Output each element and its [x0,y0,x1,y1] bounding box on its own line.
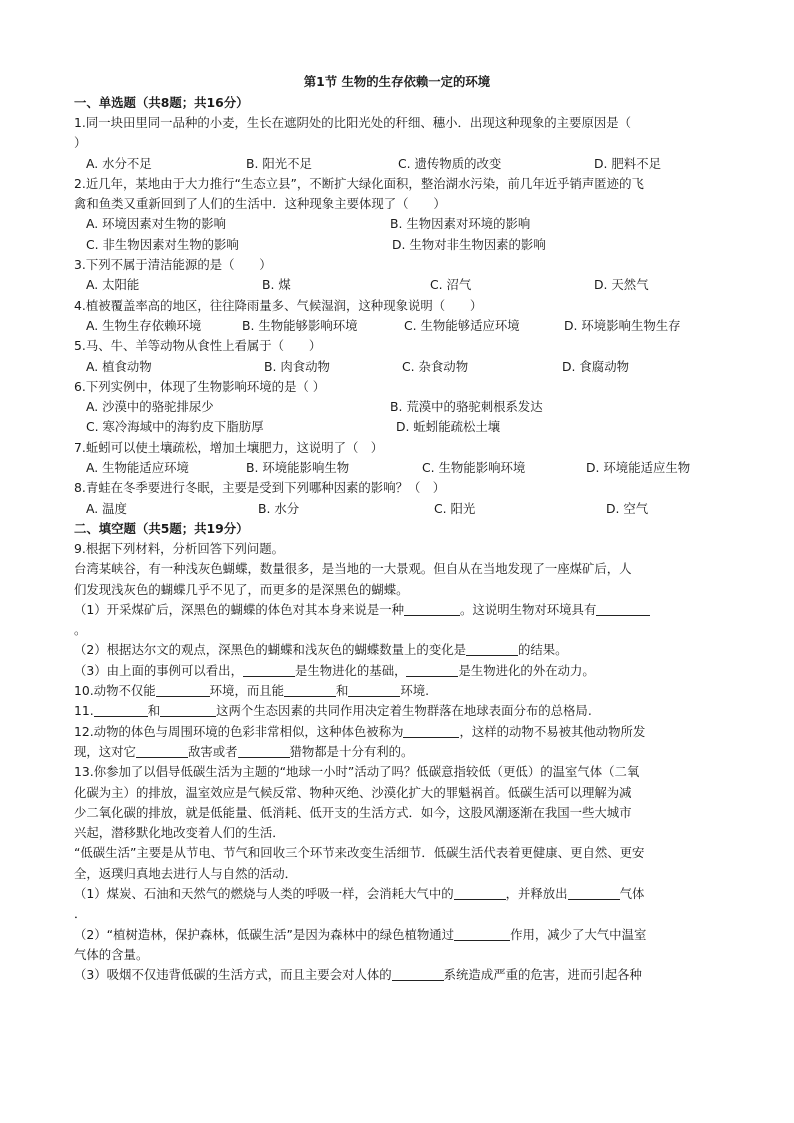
answer-blank[interactable] [160,703,216,717]
sub-question-text: （2）根据达尔文的观点，深黑色的蝴蝶和浅灰色的蝴蝶数量上的变化是 [74,642,466,658]
question-stem: 1.同一块田里同一品种的小麦，生长在遮阴处的比阳光处的秆细、穗小．出现这种现象的主要原因是（ [74,115,632,130]
option-c[interactable]: C. 寒冷海域中的海豹皮下脂肪厚 [86,419,264,435]
sub-question-text: 是生物进化的外在动力。 [458,662,595,678]
answer-blank[interactable] [136,744,188,758]
question-stem: 6.下列实例中，体现了生物影响环境的是（ ） [74,378,326,394]
question-text: 环境. [400,683,430,699]
question-13 [74,762,720,985]
answer-blank[interactable] [406,663,458,677]
option-d[interactable]: D. 环境能适应生物 [586,460,691,476]
option-a[interactable]: A. 温度 [86,500,127,516]
sub-question-text: 作用，减少了大气中温室 [510,926,647,942]
answer-blank[interactable] [466,642,518,656]
options-row [74,235,720,255]
question-12 [74,722,720,763]
question-line [74,742,720,762]
passage-line: “低碳生活”主要是从节电、节气和回收三个环节来改变生活细节．低碳生活代表着更健康、更自然、更安 [74,845,645,861]
question-line [74,722,720,742]
question-8 [74,478,720,519]
question-text: 敌害或者 [187,743,238,759]
sub-question-2 [74,925,720,945]
option-a[interactable]: A. 环境因素对生物的影响 [86,216,227,232]
passage-line: 13.你参加了以倡导低碳生活为主题的“地球一小时”活动了吗？低碳意指较低（更低）的温室气体（二氧 [74,764,640,780]
option-a[interactable]: A. 太阳能 [86,277,140,293]
option-c[interactable]: C. 生物能够适应环境 [404,317,520,333]
question-10 [74,681,720,701]
answer-blank[interactable] [404,602,460,616]
sub-question-2 [74,640,720,660]
material-text: 台湾某峡谷，有一种浅灰色蝴蝶，数量很多，是当地的一大景观。但自从在当地发现了一座煤矿后，人 [74,561,632,577]
question-stem: 4.植被覆盖率高的地区，往往降雨量多、气候湿润，这种现象说明（ ） [74,297,483,313]
option-c[interactable]: C. 非生物因素对生物的影响 [86,236,239,252]
option-a[interactable]: A. 水分不足 [86,155,152,171]
option-d[interactable]: D. 肥料不足 [594,155,661,171]
option-d[interactable]: D. 食腐动物 [562,358,629,374]
question-6 [74,377,720,438]
option-c[interactable]: C. 沼气 [430,277,472,293]
sub-question-1-end: 。 [74,622,87,638]
question-11 [74,701,720,721]
sub-question-text: （3）吸烟不仅违背低碳的生活方式，而且主要会对人体的 [74,967,392,983]
options-row [74,275,720,295]
question-7 [74,438,720,479]
question-stem: 7.蚯蚓可以使土壤疏松，增加土壤肥力，这说明了（ ） [74,439,384,455]
sub-question-3 [74,661,720,681]
passage-line: 化碳为主）的排放，温室效应是气候反常、物种灭绝、沙漠化扩大的罪魁祸首。低碳生活可以理解为减 [74,784,632,800]
option-c[interactable]: C. 杂食动物 [402,358,469,374]
worksheet-page [74,72,720,985]
passage-line: 少二氧化碳的排放，就是低能量、低消耗、低开支的生活方式．如今，这股风潮逐渐在我国一些大城市 [74,804,632,820]
sub-question-text: 。这说明生物对环境具有 [460,601,597,617]
question-text: 猎物都是十分有利的。 [289,743,414,759]
question-2 [74,174,720,255]
section-heading-single-choice: 一、单选题（共8题；共16分） [74,95,249,110]
answer-blank[interactable] [243,663,295,677]
page-title: 第1节 生物的生存依赖一定的环境 [303,74,491,89]
answer-blank[interactable] [403,724,459,738]
answer-blank[interactable] [284,683,336,697]
options-row [74,458,720,478]
option-b[interactable]: B. 煤 [262,277,291,293]
option-b[interactable]: B. 肉食动物 [264,358,330,374]
answer-blank[interactable] [348,683,400,697]
options-row [74,499,720,519]
question-9 [74,539,720,681]
answer-blank[interactable] [238,744,290,758]
sub-question-text: 气体 [619,885,645,901]
options-row [74,214,720,234]
question-stem: 3.下列不属于清洁能源的是（ ） [74,257,272,273]
option-a[interactable]: A. 植食动物 [86,358,152,374]
sub-question-text: 是生物进化的基础， [294,662,407,678]
question-text: 11. [74,703,94,719]
answer-blank[interactable] [156,683,210,697]
option-b[interactable]: B. 生物能够影响环境 [242,317,358,333]
sub-question-text: 的结果。 [518,642,568,658]
sub-question-2-end: 气体的含量。 [74,946,149,962]
option-a[interactable]: A. 生物能适应环境 [86,460,189,476]
option-b[interactable]: B. 水分 [258,500,300,516]
sub-question-text: （2）“植树造林，保护森林，低碳生活”是因为森林中的绿色植物通过 [74,926,455,942]
question-stem-continued: ） [74,135,87,151]
sub-question-text: 系统造成严重的危害，进而引起各种 [443,967,642,983]
passage-line: 全，返璞归真地去进行人与自然的活动． [74,865,298,881]
question-text: 12.动物的体色与周围环境的色彩非常相似，这种体色被称为 [74,723,404,739]
question-stem: 9.根据下列材料，分析回答下列问题。 [74,540,285,556]
options-row [74,357,720,377]
answer-blank[interactable] [94,703,148,717]
option-d[interactable]: D. 天然气 [594,277,649,293]
sub-question-text: ，并释放出 [505,885,568,901]
options-row [74,316,720,336]
answer-blank[interactable] [454,886,506,900]
answer-blank[interactable] [568,886,620,900]
sub-question-text: （1）煤炭、石油和天然气的燃烧与人类的呼吸一样，会消耗大气中的 [74,885,454,901]
question-text: 和 [147,703,161,719]
passage-line: 兴起，潜移默化地改变着人们的生活． [74,825,285,841]
option-a[interactable]: A. 沙漠中的骆驼排尿少 [86,399,214,415]
question-stem: 5.马、牛、羊等动物从食性上看属于（ ） [74,338,322,354]
sub-question-text: （1）开采煤矿后，深黑色的蝴蝶的体色对其本身来说是一种 [74,601,405,617]
answer-blank[interactable] [596,602,650,616]
material-text: 们发现浅灰色的蝴蝶几乎不见了，而更多的是深黑色的蝴蝶。 [74,581,409,597]
option-d[interactable]: D. 环境影响生物生存 [564,317,681,333]
option-b[interactable]: B. 荒漠中的骆驼刺根系发达 [390,399,543,415]
option-c[interactable]: C. 阳光 [434,500,476,516]
question-3 [74,255,720,296]
question-text: 环境，而且能 [209,683,285,699]
sub-question-text: （3）由上面的事例可以看出， [74,662,243,678]
section-heading-fill-in: 二、填空题（共5题；共19分） [74,520,249,536]
question-4 [74,296,720,337]
question-stem: 2.近几年，某地由于大力推行“生态立县”，不断扩大绿化面积，整治湖水污染，前几年近乎销声匿迹的飞 [74,175,644,191]
sub-question-3 [74,965,720,985]
option-b[interactable]: B. 阳光不足 [246,155,312,171]
question-text: 这两个生态因素的共同作用决定着生物群落在地球表面分布的总格局. [216,703,592,719]
answer-blank[interactable] [392,967,444,981]
option-c[interactable]: C. 生物能影响环境 [422,460,526,476]
sub-question-1 [74,600,720,620]
option-c[interactable]: C. 遗传物质的改变 [398,155,502,171]
question-text: ，这样的动物不易被其他动物所发 [459,723,646,739]
option-a[interactable]: A. 生物生存依赖环境 [86,317,202,333]
options-row [74,397,720,417]
answer-blank[interactable] [454,927,510,941]
question-text: 10.动物不仅能 [74,683,156,699]
question-stem-continued: 禽和鱼类又重新回到了人们的生活中．这种现象主要体现了（ ） [74,196,446,212]
question-stem: 8.青蛙在冬季要进行冬眠，主要是受到下列哪种因素的影响？（ ） [74,480,446,496]
sub-question-1 [74,884,720,904]
options-row [74,154,720,174]
option-b[interactable]: B. 环境能影响生物 [246,460,350,476]
sub-question-1-end: ． [74,906,87,922]
question-text: 现，这对它 [74,743,136,759]
option-d[interactable]: D. 生物对非生物因素的影响 [392,236,546,252]
option-d[interactable]: D. 蚯蚓能疏松土壤 [396,419,501,435]
option-b[interactable]: B. 生物因素对环境的影响 [390,216,531,232]
question-5 [74,336,720,377]
question-text: 和 [336,683,349,699]
option-d[interactable]: D. 空气 [606,500,649,516]
options-row [74,417,720,437]
question-1 [74,113,720,174]
